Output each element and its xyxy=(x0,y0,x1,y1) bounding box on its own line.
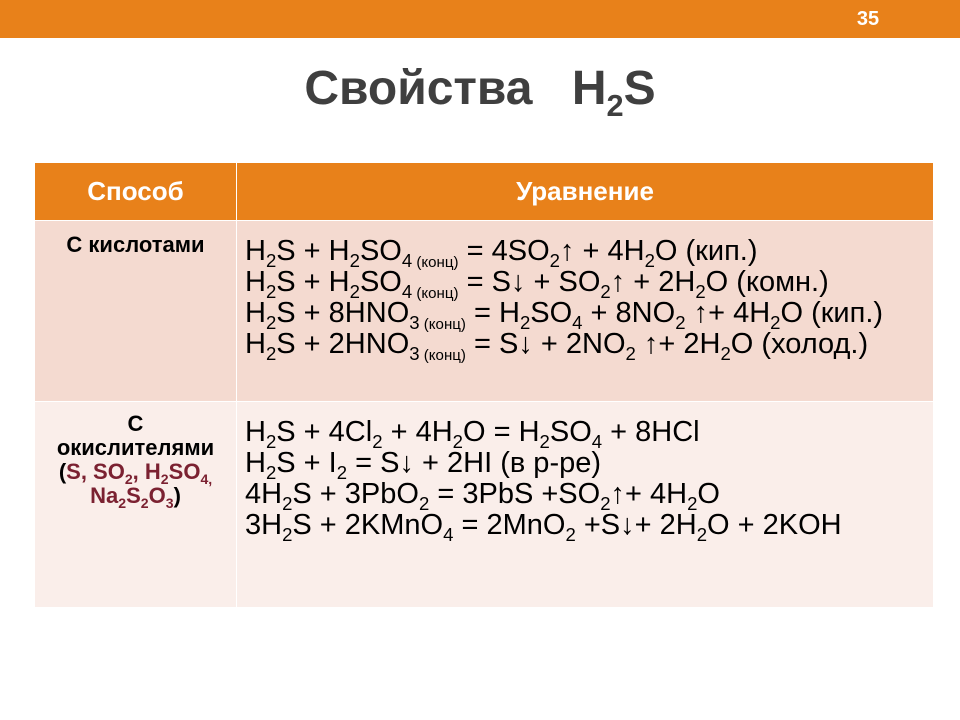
reagent-formula: SO xyxy=(168,459,201,484)
text-segment: SO xyxy=(530,297,573,329)
row-oxidizers-method xyxy=(35,402,236,607)
reagent-subscript: 2 xyxy=(118,495,127,512)
reagent-formula: S, SO xyxy=(66,459,125,484)
equation-line xyxy=(245,235,933,272)
text-segment: = S↓ + 2NO xyxy=(465,328,626,360)
title-formula xyxy=(571,62,656,123)
text-segment: ↑ + 4H xyxy=(559,235,645,267)
text-segment: H xyxy=(245,328,266,360)
text-segment: S + 2HNO xyxy=(276,328,410,360)
text-segment: 3H xyxy=(245,509,283,541)
text-segment: = S↓ + 2HI (в р-ре) xyxy=(347,447,602,479)
text-segment: H xyxy=(571,62,607,115)
text-segment: O = H xyxy=(462,416,540,448)
method-line xyxy=(39,436,232,460)
condition-note: (конц) xyxy=(412,253,459,271)
text-segment: ↑+ 4H xyxy=(610,478,688,510)
text-segment: = S↓ + SO xyxy=(458,266,601,298)
text-segment: SO xyxy=(359,266,402,298)
equation-line xyxy=(245,509,933,546)
reagent-formula: O xyxy=(148,483,166,508)
text-segment: S + 2KMnO xyxy=(292,509,444,541)
text-segment: ) xyxy=(173,483,181,508)
text-segment: O (кип.) xyxy=(654,235,758,267)
reagent-subscript: 2 xyxy=(140,495,149,512)
text-segment: 4H xyxy=(245,478,283,510)
subscript: 2 xyxy=(349,281,360,303)
subscript: 2 xyxy=(265,462,277,484)
subscript: 2 xyxy=(696,524,708,546)
text-segment: H xyxy=(245,266,266,298)
row-oxidizers-equations xyxy=(237,402,933,607)
subscript: 2 xyxy=(265,431,277,453)
subscript: 2 xyxy=(349,250,360,272)
text-segment: S + H xyxy=(276,266,350,298)
subscript: 2 xyxy=(687,493,698,515)
text-segment: O (холод.) xyxy=(730,328,869,360)
method-line xyxy=(39,233,232,257)
text-segment: + 8HCl xyxy=(602,416,700,448)
slide-title xyxy=(0,62,960,123)
reagent-subscript: 2 xyxy=(160,471,169,488)
text-segment: = 4SO xyxy=(458,235,550,267)
subscript: 2 xyxy=(675,312,686,334)
subscript: 2 xyxy=(720,343,731,365)
text-segment: H xyxy=(245,235,266,267)
text-segment: H xyxy=(245,416,266,448)
text-segment: ↑+ 4H xyxy=(685,297,771,329)
subscript: 2 xyxy=(565,524,576,546)
subscript: 4 xyxy=(591,431,603,453)
method-line xyxy=(39,483,232,512)
method-line xyxy=(39,459,232,488)
text-segment: O xyxy=(697,478,720,510)
text-segment: S + I xyxy=(276,447,337,479)
text-segment: H xyxy=(245,297,266,329)
text-segment: O + 2KOH xyxy=(707,509,842,541)
reagent-formula: , H xyxy=(132,459,161,484)
text-segment: ↑ + 2H xyxy=(610,266,696,298)
row-acids-method xyxy=(35,221,236,401)
subscript: 2 xyxy=(519,312,531,334)
text-segment: + 8NO xyxy=(582,297,676,329)
subscript: 2 xyxy=(695,281,706,303)
properties-table xyxy=(35,163,933,607)
text-segment: = 2MnO xyxy=(453,509,566,541)
header-method-label: Способ xyxy=(87,176,184,206)
text-segment: S xyxy=(623,62,656,115)
subscript: 2 xyxy=(539,431,550,453)
subscript: 2 xyxy=(549,250,560,272)
subscript: 2 xyxy=(282,493,293,515)
subscript: 3 xyxy=(409,343,420,365)
subscript: 4 xyxy=(443,524,454,546)
reagent-subscript: 2 xyxy=(124,471,133,488)
reagent-formula: Na xyxy=(90,483,119,508)
equation-line xyxy=(245,416,933,453)
text-segment: O (комн.) xyxy=(705,266,829,298)
slide-number: 35 xyxy=(856,8,880,30)
equation-line xyxy=(245,297,933,334)
subscript: 2 xyxy=(625,343,636,365)
row-acids-equations xyxy=(237,221,933,401)
text-segment: С xyxy=(127,411,144,436)
equation-line xyxy=(245,328,933,365)
subscript: 2 xyxy=(372,431,383,453)
top-accent-bar xyxy=(0,0,960,38)
condition-note: (конц) xyxy=(419,315,466,333)
subscript: 2 xyxy=(600,493,611,515)
subscript: 3 xyxy=(409,312,420,334)
text-segment: = 3PbS +SO xyxy=(429,478,601,510)
text-segment: +S↓+ 2H xyxy=(575,509,697,541)
text-segment: S + 3PbO xyxy=(292,478,419,510)
equation-line xyxy=(245,447,933,484)
title-word: Свойства xyxy=(304,62,533,115)
text-segment: SO xyxy=(549,416,592,448)
header-method xyxy=(35,163,236,220)
subscript: 4 xyxy=(572,312,583,334)
subscript: 2 xyxy=(265,281,277,303)
text-segment: окислителями xyxy=(56,435,215,460)
subscript: 2 xyxy=(265,250,277,272)
subscript: 2 xyxy=(606,87,624,123)
text-segment: + 4H xyxy=(382,416,453,448)
subscript: 2 xyxy=(770,312,781,334)
subscript: 2 xyxy=(282,524,293,546)
text-segment: ↑+ 2H xyxy=(635,328,721,360)
subscript: 2 xyxy=(265,312,277,334)
subscript: 4 xyxy=(401,281,413,303)
text-segment: S + 8HNO xyxy=(276,297,410,329)
subscript: 2 xyxy=(265,343,277,365)
text-segment: S + H xyxy=(276,235,350,267)
text-segment: H xyxy=(245,447,266,479)
condition-note: (конц) xyxy=(412,284,459,302)
header-equation-label: Уравнение xyxy=(516,176,654,206)
text-segment: O (кип.) xyxy=(780,297,884,329)
equation-line xyxy=(245,266,933,303)
method-line xyxy=(39,412,232,436)
text-segment: С кислотами xyxy=(66,232,205,257)
text-segment: = H xyxy=(465,297,520,329)
reagent-formula: S xyxy=(126,483,141,508)
condition-note: (конц) xyxy=(419,346,466,364)
reagent-subscript: 4, xyxy=(200,471,213,488)
text-segment: SO xyxy=(359,235,402,267)
subscript: 2 xyxy=(644,250,655,272)
subscript: 2 xyxy=(600,281,611,303)
equation-line xyxy=(245,478,933,515)
reagent-subscript: 3 xyxy=(165,495,174,512)
subscript: 2 xyxy=(336,462,348,484)
header-equation xyxy=(237,163,933,220)
subscript: 2 xyxy=(418,493,430,515)
text-segment: ( xyxy=(58,459,67,484)
text-segment: S + 4Cl xyxy=(276,416,373,448)
subscript: 2 xyxy=(452,431,463,453)
subscript: 4 xyxy=(401,250,413,272)
